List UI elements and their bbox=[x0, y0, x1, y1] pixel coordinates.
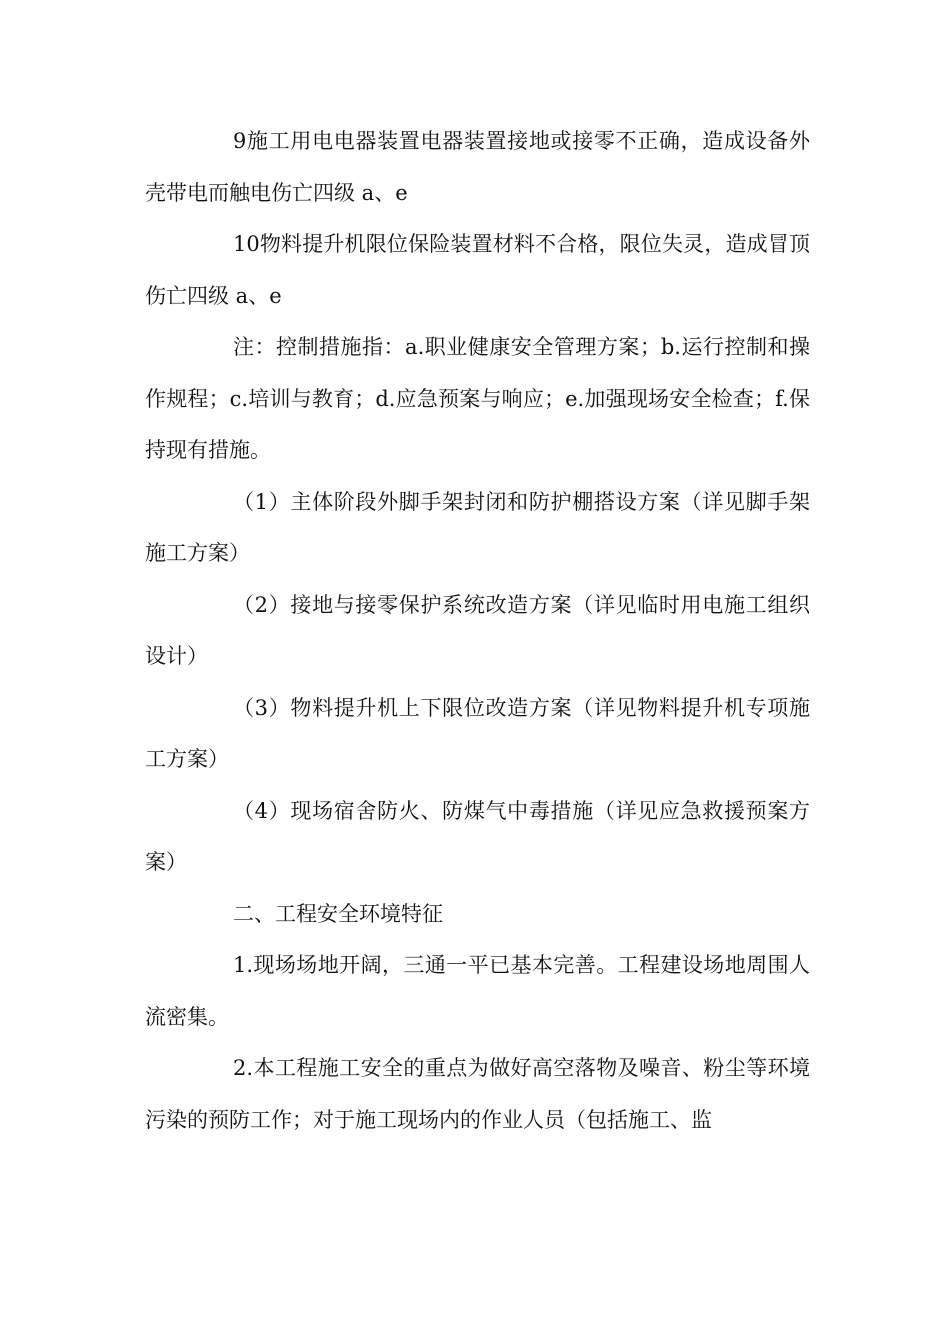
paragraph-scaffold-plan: （1）主体阶段外脚手架封闭和防护棚搭设方案（详见脚手架施工方案） bbox=[145, 489, 810, 565]
paragraph-dormitory-fire-plan: （4）现场宿舍防火、防煤气中毒措施（详见应急救援预案方案） bbox=[145, 798, 810, 874]
paragraph-hoist-limit: 10物料提升机限位保险装置材料不合格，限位失灵，造成冒顶伤亡四级 a、e bbox=[145, 232, 810, 308]
paragraph-control-measures-note: 注：控制措施指：a.职业健康安全管理方案；b.运行控制和操作规程；c.培训与教育；d.应急预案与响应；e.加强现场安全检查；f.保持现有措施。 bbox=[145, 335, 810, 462]
document-body bbox=[145, 116, 810, 1146]
section-heading-safety-environment: 二、工程安全环境特征 bbox=[233, 901, 443, 926]
paragraph-grounding-plan: （2）接地与接零保护系统改造方案（详见临时用电施工组织设计） bbox=[145, 592, 810, 668]
paragraph-electrical-grounding: 9施工用电电器装置电器装置接地或接零不正确，造成设备外壳带电而触电伤亡四级 a、e bbox=[145, 129, 810, 205]
paragraph-site-conditions: 1.现场场地开阔，三通一平已基本完善。工程建设场地周围人流密集。 bbox=[145, 953, 810, 1029]
paragraph-hoist-plan: （3）物料提升机上下限位改造方案（详见物料提升机专项施工方案） bbox=[145, 695, 810, 771]
paragraph-safety-focus: 2.本工程施工安全的重点为做好高空落物及噪音、粉尘等环境污染的预防工作；对于施工现场内的作业人员（包括施工、监 bbox=[145, 1056, 810, 1132]
